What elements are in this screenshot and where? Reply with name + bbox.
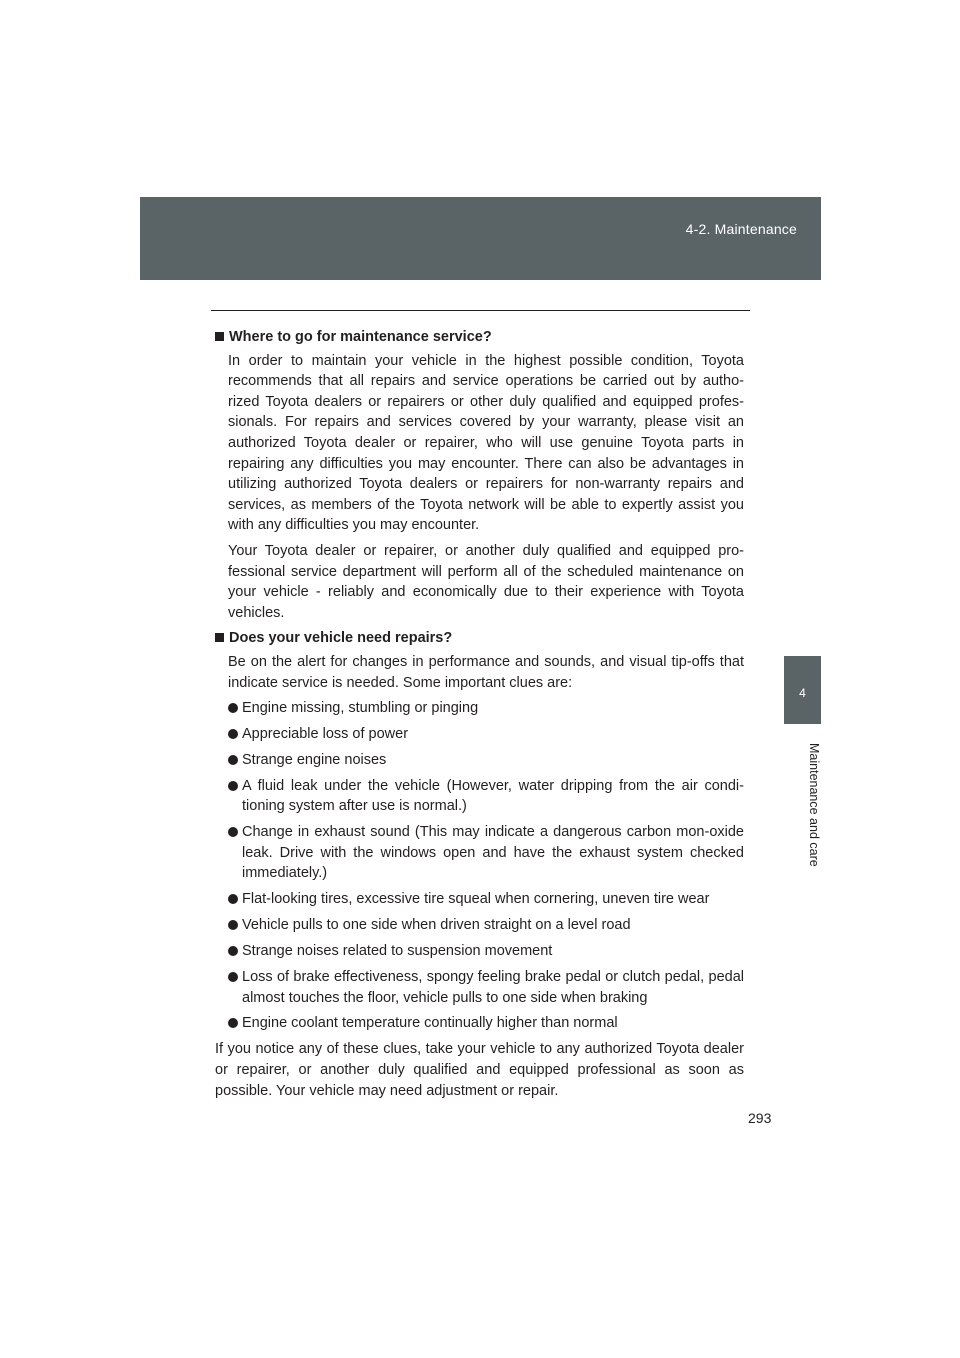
list-item — [228, 724, 744, 745]
square-bullet-icon — [215, 332, 224, 341]
circle-bullet-icon — [228, 920, 238, 930]
circle-bullet-icon — [228, 894, 238, 904]
list-item — [228, 698, 744, 719]
list-item-text: Appreciable loss of power — [242, 725, 409, 742]
list-item — [228, 915, 744, 936]
heading-text: Where to go for maintenance service? — [229, 329, 492, 345]
circle-bullet-icon — [228, 1018, 238, 1028]
chapter-label: Maintenance and care — [807, 743, 821, 867]
square-bullet-icon — [215, 633, 224, 642]
section-heading — [215, 628, 744, 649]
list-item-text: Strange noises related to suspension movement — [242, 943, 553, 960]
list-item-text: Vehicle pulls to one side when driven straight on a level road — [242, 917, 631, 934]
list-item — [228, 750, 744, 771]
circle-bullet-icon — [228, 972, 238, 982]
circle-bullet-icon — [228, 827, 238, 837]
list-item — [228, 967, 744, 1008]
list-item-text: Strange engine noises — [242, 751, 387, 768]
list-item-text: Flat-looking tires, excessive tire squeal when cornering, uneven tire wear — [242, 891, 710, 908]
closing-paragraph: If you notice any of these clues, take your vehicle to any authorized Toyota dealer or repairer, or another duly qualified and equipped professional as soon as possible. Your vehicle may need adjustment or repair. — [215, 1041, 744, 1099]
paragraph: Your Toyota dealer or repairer, or another duly qualified and equipped pro-fessional service department will perform all of the scheduled maintenance on your vehicle - reliably and economically due to their experience with Toyota vehicles. — [228, 542, 744, 621]
list-item-text: Loss of brake effectiveness, spongy feeling brake pedal or clutch pedal, pedal almost touches the floor, vehicle pulls to one side when braking — [242, 969, 744, 1006]
paragraph: Be on the alert for changes in performance and sounds, and visual tip-offs that indicate service is needed. Some important clues are: — [228, 653, 744, 691]
list-item — [228, 941, 744, 962]
list-item — [228, 822, 744, 884]
chapter-number: 4 — [799, 686, 806, 700]
paragraph: In order to maintain your vehicle in the highest possible condition, Toyota recommends that all repairs and service operations be carried out by autho-rized Toyota dealers or repairers or other duly qualified and equipped profes-sionals. For repairs and services covered by your warranty, please visit an authorized Toyota dealer or repairer, who will use genuine Toyota parts in repairing any difficulties you may encounter. There can also be advantages in utilizing authorized Toyota dealers or repairers for non-warranty repairs and services, as members of the Toyota network will be able to expertly assist you with any difficulties you may encounter. — [228, 352, 744, 534]
section-heading — [215, 327, 744, 348]
list-item-text: Change in exhaust sound (This may indicate a dangerous carbon mon-oxide leak. Drive with the windows open and have the exhaust system checked immediately.) — [242, 824, 744, 882]
page-content — [215, 327, 744, 1106]
circle-bullet-icon — [228, 781, 238, 791]
circle-bullet-icon — [228, 946, 238, 956]
chapter-tab — [784, 656, 821, 724]
list-item — [228, 889, 744, 910]
list-item — [228, 776, 744, 817]
top-rule — [211, 310, 750, 311]
section-label: 4-2. Maintenance — [685, 221, 797, 237]
clue-list — [215, 698, 744, 1034]
heading-text: Does your vehicle need repairs? — [229, 630, 453, 647]
circle-bullet-icon — [228, 703, 238, 713]
circle-bullet-icon — [228, 729, 238, 739]
list-item-text: Engine coolant temperature continually higher than normal — [242, 1015, 618, 1032]
list-item-text: Engine missing, stumbling or pinging — [242, 700, 479, 717]
list-item-text: A fluid leak under the vehicle (However, water dripping from the air condi-tioning system after use is normal.) — [242, 777, 744, 815]
list-item — [228, 1013, 744, 1034]
circle-bullet-icon — [228, 755, 238, 765]
header-band — [140, 197, 821, 280]
page-number: 293 — [748, 1110, 772, 1126]
